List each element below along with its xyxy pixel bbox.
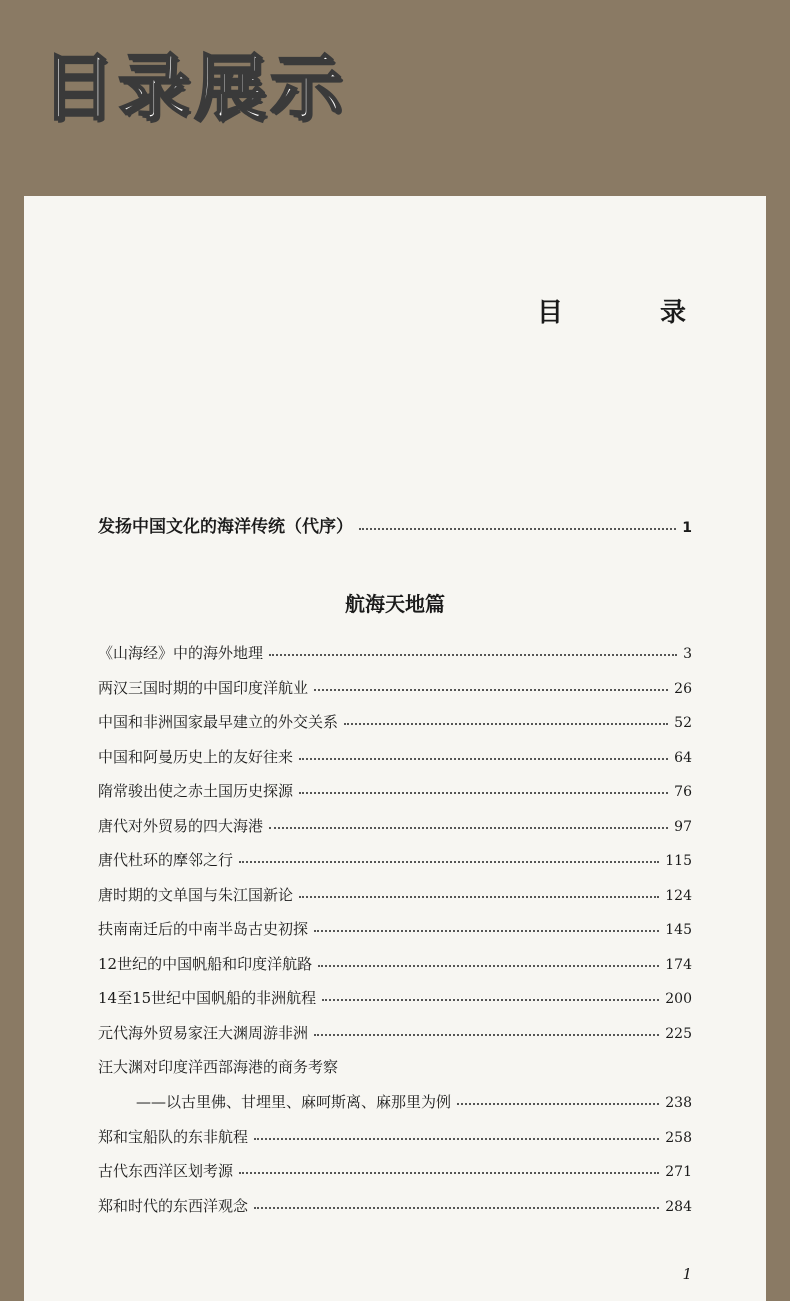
toc-entry	[98, 953, 692, 974]
leader-dots	[359, 518, 676, 530]
leader-dots	[269, 645, 677, 656]
entry-page: 238	[665, 1095, 692, 1111]
toc-entry	[98, 815, 692, 836]
entry-page: 124	[665, 888, 692, 904]
leader-dots	[457, 1094, 659, 1105]
entry-page: 225	[665, 1026, 692, 1042]
entry-page: 26	[674, 681, 692, 697]
toc-entry	[98, 746, 692, 767]
toc-entry	[98, 711, 692, 732]
toc-entry	[98, 987, 692, 1008]
toc-entry-subtitle	[136, 1091, 692, 1112]
entry-page: 97	[674, 819, 692, 835]
toc-entry	[98, 677, 692, 698]
toc-heading: 目 录	[536, 298, 730, 328]
entry-title: 《山海经》中的海外地理	[98, 644, 264, 662]
entry-page: 1	[682, 520, 692, 536]
entry-title: 发扬中国文化的海洋传统（代序）	[98, 517, 353, 537]
entry-page: 174	[665, 957, 692, 973]
entry-subtitle: ——以古里佛、甘埋里、麻呵斯离、麻那里为例	[136, 1093, 452, 1111]
entry-page: 76	[674, 784, 692, 800]
leader-dots	[254, 1198, 659, 1209]
entry-page: 64	[674, 750, 692, 766]
toc-entry	[98, 1126, 692, 1147]
toc-page	[24, 196, 766, 1301]
toc-entry	[98, 884, 692, 905]
toc-entry	[98, 849, 692, 870]
leader-dots	[254, 1129, 659, 1140]
toc-entry	[98, 1160, 692, 1181]
entry-title: 14至15世纪中国帆船的非洲航程	[98, 989, 317, 1007]
leader-dots	[314, 680, 668, 691]
entry-title: 郑和宝船队的东非航程	[98, 1128, 249, 1146]
entry-page: 271	[665, 1164, 692, 1180]
entry-title: 中国和非洲国家最早建立的外交关系	[98, 713, 339, 731]
leader-dots	[299, 749, 668, 760]
entry-page: 115	[665, 853, 692, 869]
leader-dots	[318, 956, 659, 967]
entry-title: 郑和时代的东西洋观念	[98, 1197, 249, 1215]
leader-dots	[299, 783, 668, 794]
toc-entry	[98, 918, 692, 939]
section-title: 航海天地篇	[345, 592, 445, 616]
leader-dots	[314, 1025, 659, 1036]
entry-title: 扶南南迁后的中南半岛古史初探	[98, 920, 309, 938]
leader-dots	[314, 921, 659, 932]
entry-page: 284	[665, 1199, 692, 1215]
toc-entry	[98, 780, 692, 801]
banner-title: 目录展示	[42, 46, 347, 130]
toc-entry	[98, 642, 692, 663]
leader-dots	[239, 852, 659, 863]
entry-title: 两汉三国时期的中国印度洋航业	[98, 679, 309, 697]
entry-title: 唐代对外贸易的四大海港	[98, 817, 264, 835]
toc-entry	[98, 1195, 692, 1216]
entry-page: 52	[674, 715, 692, 731]
entry-title: 12世纪的中国帆船和印度洋航路	[98, 955, 313, 973]
leader-dots	[344, 714, 668, 725]
entry-title: 隋常骏出使之赤土国历史探源	[98, 782, 294, 800]
leader-dots	[239, 1163, 659, 1174]
entry-page: 258	[665, 1130, 692, 1146]
leader-dots	[322, 990, 659, 1001]
preface-entry	[98, 512, 692, 537]
entry-page: 145	[665, 922, 692, 938]
leader-dots	[269, 818, 668, 829]
entry-title: 古代东西洋区划考源	[98, 1162, 234, 1180]
leader-dots	[299, 887, 659, 898]
entry-title: 中国和阿曼历史上的友好往来	[98, 748, 294, 766]
entry-title: 唐代杜环的摩邻之行	[98, 851, 234, 869]
toc-entry	[98, 1022, 692, 1043]
entry-page: 200	[665, 991, 692, 1007]
entry-title: 元代海外贸易家汪大渊周游非洲	[98, 1024, 309, 1042]
entry-title: 唐时期的文单国与朱江国新论	[98, 886, 294, 904]
page-number: 1	[682, 1265, 692, 1283]
toc-entry-title-line: 汪大渊对印度洋西部海港的商务考察	[98, 1058, 339, 1076]
entry-page: 3	[683, 646, 692, 662]
